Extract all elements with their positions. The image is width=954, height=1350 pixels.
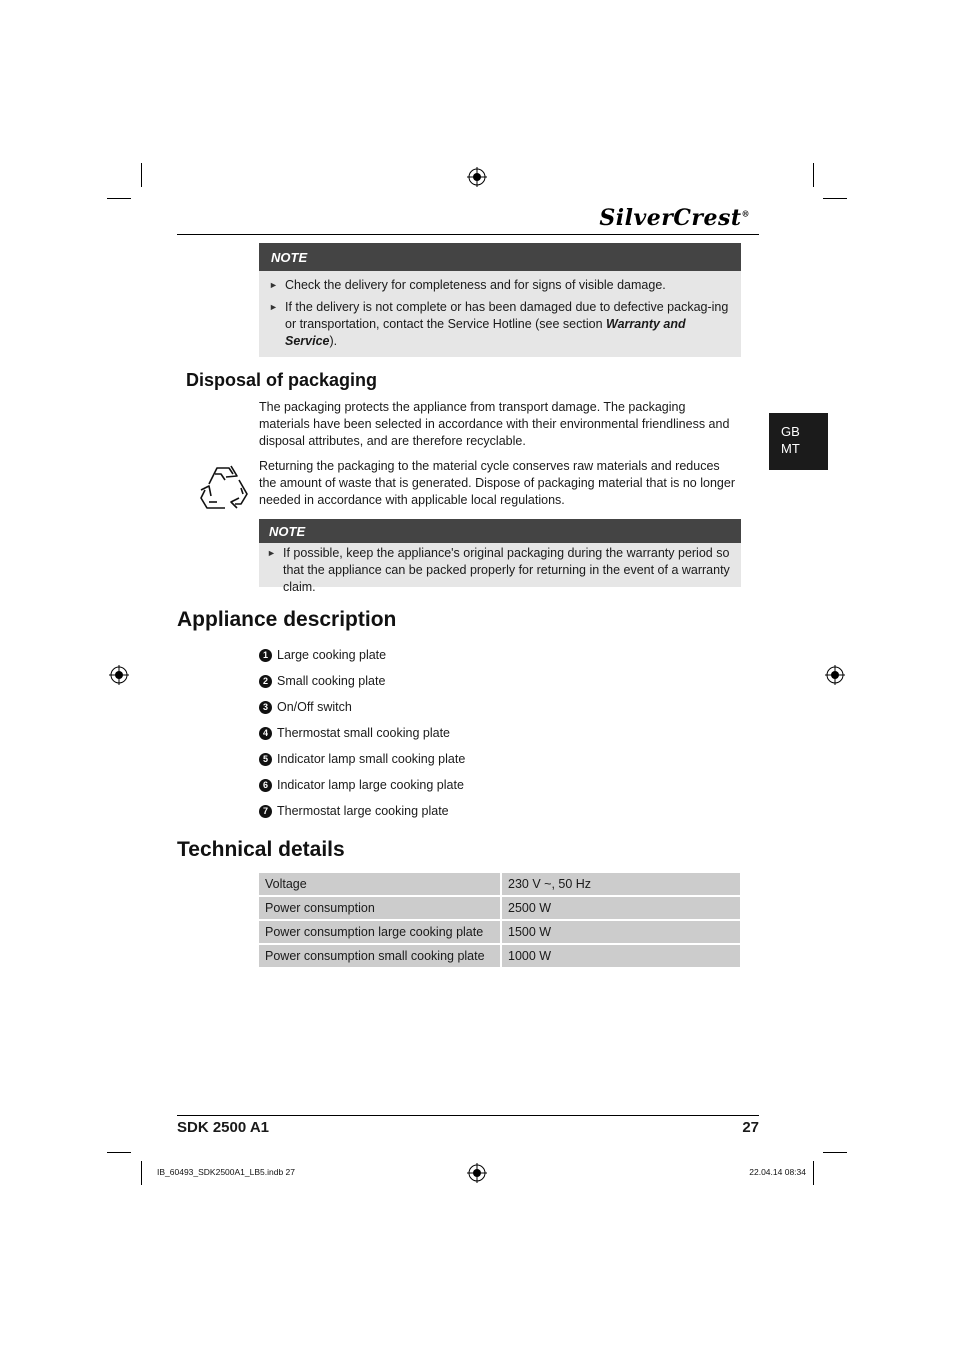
recycle-icon — [195, 460, 253, 516]
number-badge: 4 — [259, 727, 272, 740]
arrow-bullet-icon: ► — [269, 302, 278, 312]
number-badge: 2 — [259, 675, 272, 688]
language-tab-gb: GB — [781, 424, 800, 439]
table-row: Power consumption 2500 W — [259, 897, 740, 921]
language-tab-mt: MT — [781, 441, 800, 456]
technical-details-table — [259, 873, 740, 969]
arrow-bullet-icon: ► — [267, 548, 276, 558]
list-item: 2 Small cooking plate — [259, 668, 465, 694]
print-slug-date: 22.04.14 08:34 — [749, 1167, 806, 1177]
arrow-bullet-icon: ► — [269, 280, 278, 290]
crop-mark — [823, 1152, 847, 1153]
registration-mark-icon — [109, 665, 129, 685]
note-item: ► Check the delivery for completeness and for signs of visible damage. — [269, 278, 666, 292]
list-item: 4 Thermostat small cooking plate — [259, 720, 465, 746]
model-number: SDK 2500 A1 — [177, 1119, 269, 1136]
warranty-reference: Warranty and Service — [285, 317, 686, 348]
number-badge: 5 — [259, 753, 272, 766]
disposal-paragraph-1: The packaging protects the appliance from transport damage. The packaging materials have been selected in accordance with their environmental friendliness and disposal attributes, and are therefore recyclable. — [259, 400, 730, 448]
registration-mark-icon — [825, 665, 845, 685]
crop-mark — [813, 163, 814, 187]
brand-logo: SilverCrest® — [599, 205, 750, 231]
crop-mark — [107, 1152, 131, 1153]
footer-rule — [177, 1115, 759, 1116]
registration-mark-icon — [467, 167, 487, 187]
note-box-packaging — [259, 519, 741, 594]
list-item: 1 Large cooking plate — [259, 642, 465, 668]
registration-mark-icon — [467, 1163, 487, 1183]
section-heading-technical: Technical details — [177, 838, 345, 861]
number-badge: 1 — [259, 649, 272, 662]
disposal-paragraph-2: Returning the packaging to the material cycle conserves raw materials and reduces the amount of waste that is generated. Dispose of packaging material that is no longer needed in accordance with applicable local regulations. — [259, 459, 735, 507]
list-item: 3 On/Off switch — [259, 694, 465, 720]
header-rule — [177, 234, 759, 235]
number-badge: 7 — [259, 805, 272, 818]
list-item: 6 Indicator lamp large cooking plate — [259, 772, 465, 798]
language-tab — [769, 413, 828, 470]
brand-logo-text: SilverCrest — [599, 205, 742, 231]
note-item: ► If possible, keep the appliance's original packaging during the warranty period so that the appliance can be packed properly for returning in the event of a warranty claim. — [267, 546, 730, 594]
list-item: 7 Thermostat large cooking plate — [259, 798, 465, 824]
table-row: Power consumption large cooking plate 1500 W — [259, 921, 740, 945]
section-heading-appliance: Appliance description — [177, 608, 397, 631]
print-slug-file: IB_60493_SDK2500A1_LB5.indb 27 — [157, 1167, 296, 1177]
number-badge: 6 — [259, 779, 272, 792]
crop-mark — [141, 1161, 142, 1185]
page-number: 27 — [742, 1119, 759, 1136]
table-row: Voltage 230 V ~, 50 Hz — [259, 873, 740, 897]
note-heading: NOTE — [259, 519, 741, 543]
section-heading-disposal: Disposal of packaging — [186, 370, 378, 390]
crop-mark — [107, 198, 131, 199]
note-heading: NOTE — [259, 243, 741, 271]
note-item: ► If the delivery is not complete or has been damaged due to defective packag-ing or transportation, contact the Service Hotline (see section Warranty and Service). — [269, 300, 729, 348]
parts-list — [259, 642, 465, 824]
table-row: Power consumption small cooking plate 1000 W — [259, 945, 740, 969]
number-badge: 3 — [259, 701, 272, 714]
list-item: 5 Indicator lamp small cooking plate — [259, 746, 465, 772]
note-box-delivery — [259, 243, 741, 357]
crop-mark — [141, 163, 142, 187]
crop-mark — [823, 198, 847, 199]
crop-mark — [813, 1161, 814, 1185]
